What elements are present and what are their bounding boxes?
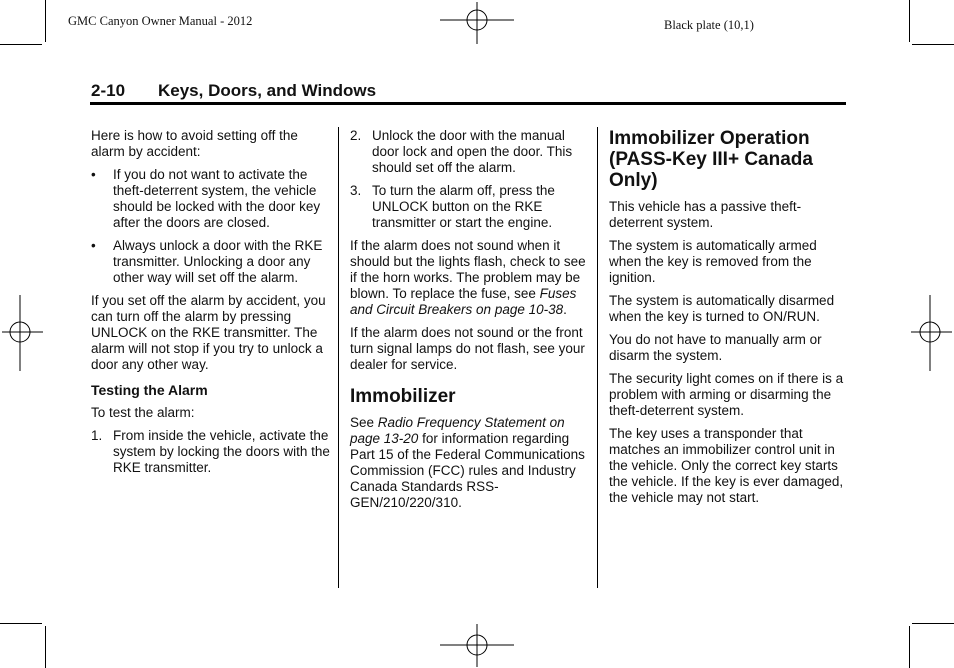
paragraph-text: If the alarm does not sound when it should but the lights flash, check to see if the horn works. The problem may be blown. To replace the fuse, see [350, 238, 586, 301]
paragraph: The key uses a transponder that matches an immobilizer control unit in the vehicle. Only the correct key starts the vehicle. If the key is ever damaged, the vehicle may not start. [609, 426, 844, 505]
paragraph-text: . [563, 302, 567, 317]
list-item-text: To turn the alarm off, press the UNLOCK button on the RKE transmitter or start the engine. [372, 183, 555, 230]
paragraph: You do not have to manually arm or disarm the system. [609, 332, 822, 363]
step-number: 3. [350, 183, 362, 198]
column-divider [597, 127, 598, 588]
column-3 [609, 128, 845, 513]
paragraph: If you set off the alarm by accident, you can turn off the alarm by pressing UNLOCK on the RKE transmitter. The alarm will not stop if you try to unlock a door any other way. [91, 293, 326, 372]
registration-mark [438, 624, 518, 668]
list-item [350, 128, 588, 176]
column-divider [338, 127, 339, 588]
list-item [91, 428, 331, 476]
step-number: 1. [91, 428, 103, 443]
paragraph: To test the alarm: [91, 405, 195, 420]
header-rule [90, 102, 846, 105]
list-item-text: If you do not want to activate the theft-deterrent system, the vehicle should be locked with the door key after the doors are closed. [113, 167, 321, 230]
list-item-text: From inside the vehicle, activate the system by locking the doors with the RKE transmitter. [113, 428, 330, 475]
paragraph: The system is automatically armed when the key is removed from the ignition. [609, 238, 817, 285]
list-item [91, 167, 331, 231]
column-1 [91, 128, 331, 483]
paragraph: The security light comes on if there is a problem with arming or disarming the theft-deterrent system. [609, 371, 844, 418]
list-item [91, 238, 331, 286]
section-heading: Immobilizer Operation (PASS-Key III+ Canada Only) [609, 128, 813, 191]
paragraph: If the alarm does not sound or the front turn signal lamps do not flash, see your dealer for service. [350, 325, 585, 372]
paragraph: Here is how to avoid setting off the alarm by accident: [91, 128, 298, 159]
paragraph [350, 238, 588, 318]
paragraph: The system is automatically disarmed when the key is turned to ON/RUN. [609, 293, 835, 324]
crop-mark [909, 0, 910, 42]
registration-mark [438, 0, 518, 45]
paragraph [350, 415, 588, 511]
page-number: 2-10 [91, 81, 126, 100]
paragraph: This vehicle has a passive theft-deterrent system. [609, 199, 802, 230]
cross-reference: Radio Frequency Statement on page 13-20 [350, 415, 565, 446]
column-2 [350, 128, 588, 518]
registration-mark [0, 293, 44, 373]
step-number: 2. [350, 128, 362, 143]
plate-label: Black plate (10,1) [664, 18, 754, 32]
registration-mark [910, 293, 954, 373]
bullet-icon: • [91, 238, 96, 253]
crop-mark [0, 44, 42, 45]
list-item-text: Unlock the door with the manual door lock and open the door. This should set off the alarm. [372, 128, 573, 175]
cross-reference: Fuses and Circuit Breakers on page 10-38 [350, 286, 577, 317]
crop-mark [909, 626, 910, 668]
crop-mark [0, 623, 42, 624]
manual-title: GMC Canyon Owner Manual - 2012 [68, 14, 253, 28]
list-item-text: Always unlock a door with the RKE transmitter. Unlocking a door any other way will set off the alarm. [113, 238, 323, 285]
list-item [350, 183, 588, 231]
crop-mark [45, 626, 46, 668]
subheading: Testing the Alarm [91, 382, 208, 398]
paragraph-text: for information regarding Part 15 of the Federal Communications Commission (FCC) rules and Industry Canada Standards RSS-GEN/210/220/310. [350, 431, 585, 510]
section-heading: Immobilizer [350, 386, 456, 407]
bullet-icon: • [91, 167, 96, 182]
crop-mark [45, 0, 46, 42]
crop-mark [912, 44, 954, 45]
crop-mark [912, 623, 954, 624]
paragraph-text: See [350, 415, 378, 430]
section-title: Keys, Doors, and Windows [158, 81, 377, 100]
